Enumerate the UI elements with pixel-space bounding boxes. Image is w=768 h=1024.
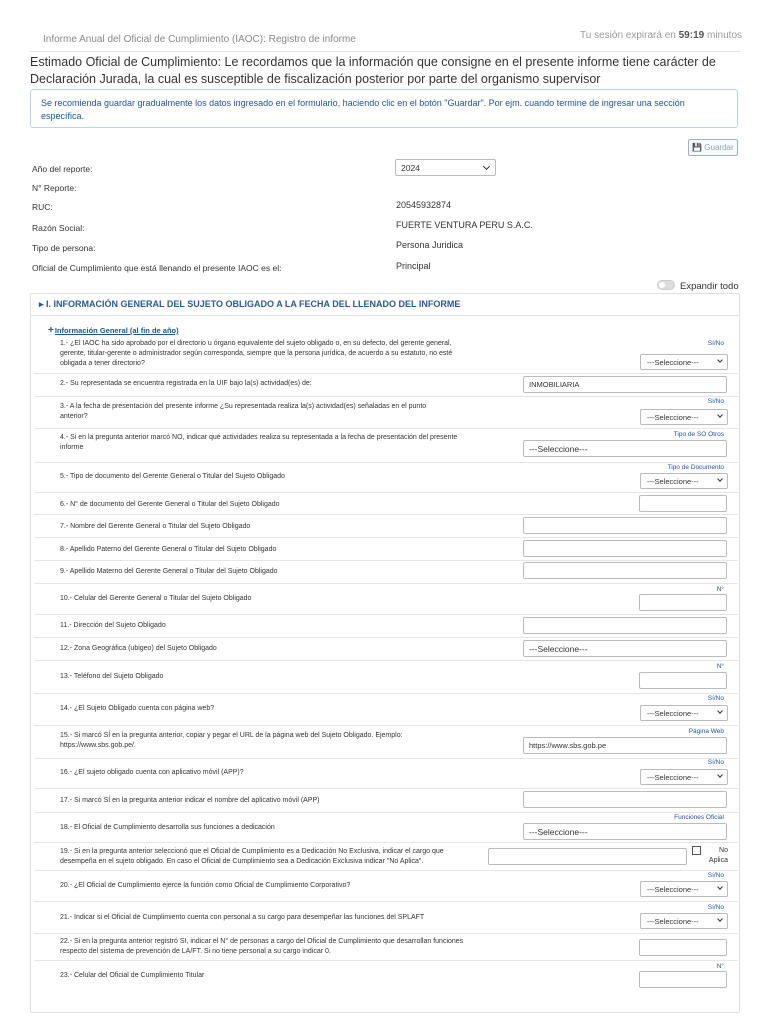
divider	[34, 788, 738, 789]
question-18: 18.- El Oficial de Cumplimiento desarrolla sus funciones a dedicación	[60, 824, 275, 831]
divider	[34, 514, 738, 515]
select-q4[interactable]: ---Seleccione---	[523, 440, 727, 457]
ruc-value: 20545932874	[396, 200, 452, 210]
divider	[34, 660, 738, 661]
select-q12[interactable]: ---Seleccione---	[523, 640, 727, 657]
year-select[interactable]: 2024	[395, 159, 496, 176]
question-10: 10.- Celular del Gerente General o Titular del Sujeto Obligado	[60, 595, 252, 602]
divider	[34, 492, 738, 493]
question-2: 2.- Su representada se encuentra registrada en la UIF bajo la(s) actividad(es) de:	[60, 380, 312, 387]
label-si-no: Sí/No	[707, 398, 724, 405]
divider	[34, 396, 738, 397]
input-q22[interactable]	[639, 939, 727, 956]
select-q1[interactable]: ---Seleccione---	[640, 354, 728, 370]
question-8: 8.- Apellido Paterno del Gerente General o Titular del Sujeto Obligado	[60, 546, 277, 553]
select-q21[interactable]: ---Seleccione---	[640, 913, 728, 929]
question-23: 23.- Celular del Oficial de Cumplimiento Titular	[60, 972, 205, 979]
question-11: 11.- Dirección del Sujeto Obligado	[60, 622, 166, 629]
top-bar	[0, 0, 768, 52]
select-q3[interactable]: ---Seleccione---	[640, 409, 728, 425]
tipo-persona-value: Persona Juridica	[396, 240, 464, 250]
divider	[34, 725, 738, 726]
label-tipo-documento: Tipo de Documento	[667, 464, 724, 471]
divider	[34, 812, 738, 813]
session-time: 59:19	[678, 30, 705, 41]
select-q20[interactable]: ---Seleccione---	[640, 881, 728, 897]
report-number-label: N° Reporte:	[32, 183, 77, 193]
question-9: 9.- Apellido Materno del Gerente General o Titular del Sujeto Obligado	[60, 568, 278, 575]
question-1: 1.- ¿El IAOC ha sido aprobado por el directorio u órgano equivalente del sujeto obligado o, en su defecto, del gerente general, gerente, titular-gerente o administrador según corresponda, siempre que la persona jurídica, de acuerdo a su estatuto, no esté obligada a tener directorio?	[60, 340, 453, 367]
select-q18[interactable]: ---Seleccione---	[523, 823, 727, 840]
divider	[34, 870, 738, 871]
chevron-down-icon	[717, 357, 723, 363]
input-q6[interactable]	[639, 495, 727, 512]
question-13: 13.- Teléfono del Sujeto Obligado	[60, 673, 164, 680]
razon-social-value: FUERTE VENTURA PERU S.A.C.	[396, 220, 533, 230]
question-4: 4.- Si en la pregunta anterior marcó NO, indicar qué actividades realiza su representada a la fecha de presentación del presente informe	[60, 434, 458, 451]
razon-social-label: Razón Social:	[32, 223, 85, 233]
question-21: 21.- Indicar si el Oficial de Cumplimiento cuenta con personal a su cargo para desempeñar las funciones del SPLAFT	[60, 914, 425, 921]
select-q16[interactable]: ---Seleccione---	[640, 769, 728, 785]
chevron-down-icon	[717, 884, 723, 890]
question-20: 20.- ¿El Oficial de Cumplimiento ejerce la función como Oficial de Cumplimiento Corporativo?	[60, 882, 351, 889]
input-q7[interactable]	[523, 517, 727, 534]
declaration-notice: Estimado Oficial de Cumplimiento: Le recordamos que la información que consigne en el presente informe tiene carácter de Declaración Jurada, la cual es susceptible de fiscalización posterior por parte del organismo supervisor	[30, 55, 716, 86]
question-7: 7.- Nombre del Gerente General o Titular del Sujeto Obligado	[60, 523, 251, 530]
divider	[34, 933, 738, 934]
input-q11[interactable]	[523, 617, 727, 634]
oficial-label: Oficial de Cumplimiento que está llenando el presente IAOC es el:	[32, 263, 282, 273]
no-aplica-checkbox[interactable]	[692, 846, 701, 855]
no-aplica-label: No Aplica	[708, 847, 728, 864]
divider	[34, 637, 738, 638]
session-timer: Tu sesión expirará en 59:19 minutos	[580, 30, 742, 41]
ruc-label: RUC:	[32, 202, 53, 212]
label-si-no: Sí/No	[707, 695, 724, 702]
chevron-down-icon	[717, 476, 723, 482]
save-button-label: Guardar	[704, 143, 734, 152]
divider	[34, 583, 738, 584]
divider	[34, 462, 738, 463]
input-q23[interactable]	[639, 971, 727, 988]
divider	[30, 51, 740, 52]
divider	[34, 560, 738, 561]
divider	[34, 960, 738, 961]
label-funciones-oficial: Funciones Oficial	[674, 814, 724, 821]
input-q10[interactable]	[639, 594, 727, 611]
page-title: Informe Anual del Oficial de Cumplimiento (IAOC): Registro de informe	[43, 34, 356, 45]
plus-icon: +	[48, 325, 54, 336]
divider	[34, 614, 738, 615]
chevron-down-icon	[483, 163, 490, 170]
divider	[34, 537, 738, 538]
divider	[34, 428, 738, 429]
question-22: 22.- Si en la pregunta anterior registró SI, indicar el N° de personas a cargo del Oficial de Cumplimiento que desarrollan funciones respecto del sistema de prevención de LA/FT. Si no tiene personal a su cargo indicar 0.	[60, 938, 464, 955]
expand-all-toggle[interactable]	[657, 280, 675, 290]
caret-right-icon: ▸	[39, 299, 47, 309]
year-label: Año del reporte:	[32, 164, 93, 174]
question-17: 17.- Si marcó SÍ en la pregunta anterior indicar el nombre del aplicativo móvil (APP)	[60, 797, 320, 804]
chevron-down-icon	[717, 708, 723, 714]
input-q13[interactable]	[639, 672, 727, 689]
chevron-down-icon	[717, 772, 723, 778]
label-numero: N°	[716, 963, 724, 970]
question-3: 3.- A la fecha de presentación del presente informe ¿Su representada realiza la(s) actividad(es) señaladas en el punto anterior?	[60, 403, 427, 420]
tipo-persona-label: Tipo de persona:	[32, 243, 96, 253]
input-q15[interactable]: https://www.sbs.gob.pe	[523, 737, 727, 754]
input-q2[interactable]: INMOBILIARIA	[523, 376, 727, 393]
question-16: 16.- ¿El sujeto obligado cuenta con aplicativo móvil (APP)?	[60, 769, 244, 776]
divider	[34, 373, 738, 374]
question-12: 12.- Zona Geográfica (ubigeo) del Sujeto Obligado	[60, 645, 217, 652]
question-6: 6.- N° de documento del Gerente General o Titular del Sujeto Obligado	[60, 501, 280, 508]
chevron-down-icon	[717, 412, 723, 418]
info-alert: Se recomienda guardar gradualmente los datos ingresado en el formulario, haciendo clic en el botón "Guardar". Por ejm. cuando termine de ingresar una sección específica.	[30, 89, 738, 128]
input-q19[interactable]	[488, 848, 687, 865]
label-numero: N°	[716, 586, 724, 593]
label-si-no: Sí/No	[707, 872, 724, 879]
select-q5[interactable]: ---Seleccione---	[640, 473, 728, 489]
select-q14[interactable]: ---Seleccione---	[640, 705, 728, 721]
label-pagina-web: Página Web	[688, 728, 724, 735]
chevron-down-icon	[717, 916, 723, 922]
save-button[interactable]	[688, 139, 738, 156]
label-si-no: Sí/No	[707, 904, 724, 911]
question-14: 14.- ¿El Sujeto Obligado cuenta con página web?	[60, 705, 215, 712]
question-19: 19.- Si en la pregunta anterior seleccionó que el Oficial de Cumplimiento es a Dedicación No Exclusiva, indicar el cargo que desempeña en el sujeto obligado. En caso el Oficial de Cumplimiento sea a Dedicación Exclusiva indicar "No Aplica".	[60, 848, 444, 865]
label-si-no: Sí/No	[707, 759, 724, 766]
input-q8[interactable]	[523, 540, 727, 557]
question-15: 15.- Si marcó SÍ en la pregunta anterior, copiar y pegar el URL de la página web del Sujeto Obligado. Ejemplo: https://www.sbs.gob.pe/.	[60, 732, 403, 749]
input-q17[interactable]	[523, 791, 727, 808]
divider	[34, 693, 738, 694]
floppy-icon: 💾	[692, 143, 703, 152]
question-5: 5.- Tipo de documento del Gerente General o Titular del Sujeto Obligado	[60, 473, 285, 480]
oficial-value: Principal	[396, 261, 431, 271]
subsection-link[interactable]: +Información General (al fin de año)	[48, 325, 179, 336]
divider	[34, 842, 738, 843]
divider	[34, 758, 738, 759]
label-tipo-so-otros: Tipo de SO Otros	[673, 431, 724, 438]
section-header[interactable]: ▸ I. INFORMACIÓN GENERAL DEL SUJETO OBLIGADO A LA FECHA DEL LLENADO DEL INFORME	[31, 294, 739, 316]
label-numero: N°	[716, 663, 724, 670]
label-si-no: Sí/No	[707, 340, 724, 347]
divider	[34, 901, 738, 902]
input-q9[interactable]	[523, 562, 727, 579]
expand-all-label: Expandir todo	[680, 281, 739, 292]
